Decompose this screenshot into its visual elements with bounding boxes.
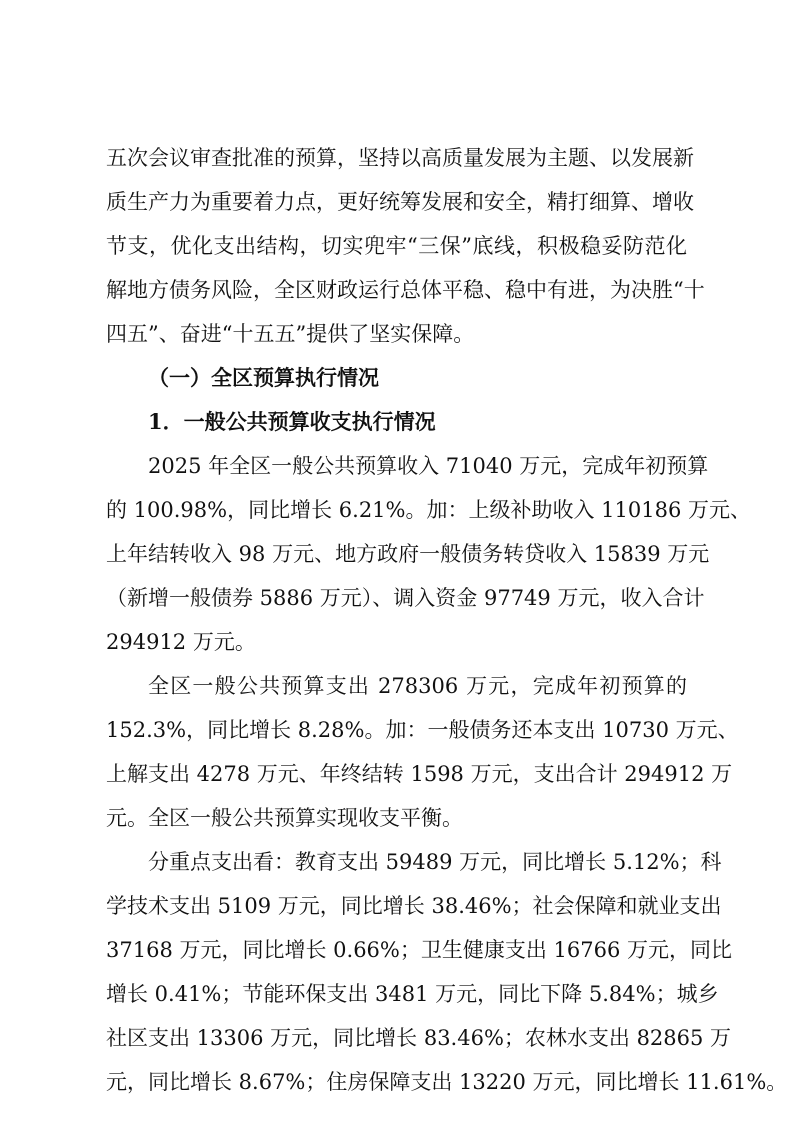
paragraph-line: 294912 万元。: [106, 630, 256, 654]
paragraph-line: 元。全区一般公共预算实现收支平衡。: [106, 806, 463, 830]
paragraph-line: 质生产力为重要着力点，更好统筹发展和安全，精打细算、增收: [106, 190, 694, 214]
paragraph-line: 分重点支出看：教育支出 59489 万元，同比增长 5.12%；科: [148, 850, 722, 874]
paragraph-line: 152.3%，同比增长 8.28%。加：一般债务还本支出 10730 万元、: [106, 718, 739, 742]
paragraph-line: 节支，优化支出结构，切实兜牢“三保”底线，积极稳妥防范化: [106, 234, 687, 258]
paragraph-line: 学技术支出 5109 万元，同比增长 38.46%；社会保障和就业支出: [106, 894, 722, 918]
paragraph-line: 元，同比增长 8.67%；住房保障支出 13220 万元，同比增长 11.61%。: [106, 1070, 788, 1094]
paragraph-line: 上年结转收入 98 万元、地方政府一般债务转贷收入 15839 万元: [106, 542, 710, 566]
paragraph-line: 上解支出 4278 万元、年终结转 1598 万元，支出合计 294912 万: [106, 762, 733, 786]
subsection-heading: 1．一般公共预算收支执行情况: [148, 409, 436, 434]
paragraph-line: 五次会议审查批准的预算，坚持以高质量发展为主题、以发展新: [106, 146, 694, 170]
paragraph-line: 解地方债务风险，全区财政运行总体平稳、稳中有进，为决胜“十: [106, 278, 705, 302]
paragraph-line: 增长 0.41%；节能环保支出 3481 万元，同比下降 5.84%；城乡: [106, 982, 719, 1006]
paragraph-line: 37168 万元，同比增长 0.66%；卫生健康支出 16766 万元，同比: [106, 938, 733, 962]
paragraph-line: 四五”、奋进“十五五”提供了坚实保障。: [106, 322, 475, 346]
section-heading: （一）全区预算执行情况: [148, 366, 379, 390]
paragraph-line: 2025 年全区一般公共预算收入 71040 万元，完成年初预算: [148, 454, 709, 478]
paragraph-line: （新增一般债券 5886 万元）、调入资金 97749 万元，收入合计: [106, 586, 705, 610]
paragraph-line: 全区一般公共预算支出 278306 万元，完成年初预算的: [148, 674, 687, 698]
paragraph-line: 社区支出 13306 万元，同比增长 83.46%；农林水支出 82865 万: [106, 1026, 732, 1050]
paragraph-line: 的 100.98%，同比增长 6.21%。加：上级补助收入 110186 万元、: [106, 498, 752, 522]
